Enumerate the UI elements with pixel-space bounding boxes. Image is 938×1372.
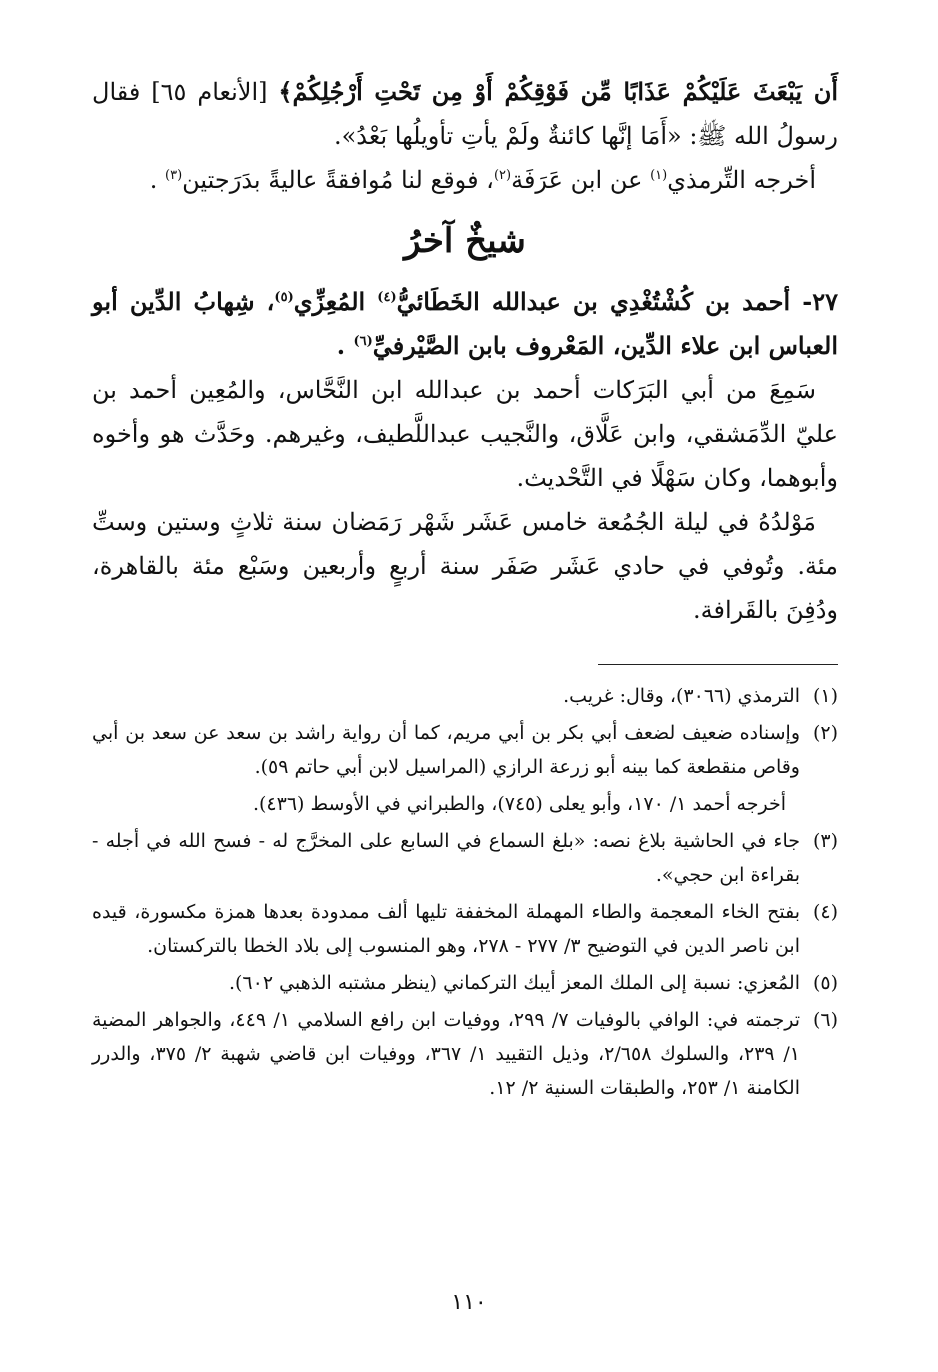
footnote-ref-6[interactable]: (٦) bbox=[353, 334, 373, 349]
footnote-ref-2[interactable]: (٢) bbox=[493, 168, 512, 183]
footnote-number: (٥) bbox=[812, 972, 838, 994]
footnote-ref-1[interactable]: (١) bbox=[650, 168, 668, 183]
footnote-1 bbox=[92, 679, 838, 713]
footnote-text: المُعزي: نسبة إلى الملك المعز أيبك التركماني (ينظر مشتبه الذهبي ٦٠٢). bbox=[228, 972, 800, 994]
footnote-text: وإسناده ضعيف لضعف أبي بكر بن أبي مريم، كما أن رواية راشد بن سعد عن سعد بن أبي وقاص منقطعة كما بينه أبو زرعة الرازي (المراسيل لابن أبي حاتم ٥٩). bbox=[92, 722, 800, 778]
verse-paragraph bbox=[92, 70, 838, 158]
footnote-text: ترجمته في: الوافي بالوفيات ٧/ ٢٩٩، ووفيات ابن رافع السلامي ١/ ٤٤٩، والجواهر المضية ١/ ٢٣٩، والسلوك ٢/٦٥٨، وذيل التقييد ١/ ٣٦٧، ووفيات ابن قاضي شهبة ٢/ ٣٧٥، والدرر الكامنة ١/ ٢٥٣، والطبقات السنية ٢/ ١٢. bbox=[92, 1009, 800, 1099]
footnote-text: الترمذي (٣٠٦٦)، وقال: غريب. bbox=[563, 685, 800, 707]
entry-name-1: ٢٧- أحمد بن كُشْتُغْدِي بن عبدالله الخَطَائيُّ bbox=[396, 287, 838, 316]
bio-paragraph-2: مَوْلدُهُ في ليلة الجُمُعة خامس عَشَر شَهْر رَمَضان سنة ثلاثٍ وستين وستِّ مئة. وتُوفي في حادي عَشَر صَفَر سنة أربعٍ وأربعين وسَبْع مئة بالقاهرة، ودُفِنَ بالقَرافة. bbox=[92, 508, 838, 624]
takhrij-text-1: أخرجه التِّرمذي bbox=[667, 166, 816, 194]
footnote-2-continuation: أخرجه أحمد ١/ ١٧٠، وأبو يعلى (٧٤٥)، والطبراني في الأوسط (٤٣٦). bbox=[252, 793, 786, 815]
entry-name-2: المُعِزِّي bbox=[293, 287, 378, 316]
footnote-5 bbox=[92, 966, 838, 1000]
footnote-4 bbox=[92, 895, 838, 963]
footnote-number: (٢) bbox=[812, 722, 838, 744]
entry-name-4: . bbox=[336, 331, 354, 360]
takhrij-paragraph bbox=[92, 158, 838, 202]
footnote-ref-5[interactable]: (٥) bbox=[274, 290, 294, 305]
footnote-2 bbox=[92, 716, 838, 784]
entry-name-3: ، شِهابُ الدِّين أبو العباس ابن علاء الدِّين، المَعْروف بابن الصَّيْرفيِّ bbox=[92, 287, 838, 360]
footnote-number: (٣) bbox=[812, 830, 838, 852]
quran-verse: أَن يَبْعَثَ عَلَيْكُمْ عَذَابًا مِّن فَوْقِكُمْ أَوْ مِن تَحْتِ أَرْجُلِكُمْ﴾ bbox=[278, 77, 839, 106]
footnote-divider bbox=[598, 664, 838, 665]
footnote-ref-3[interactable]: (٣) bbox=[165, 168, 183, 183]
footnote-number: (٦) bbox=[812, 1009, 838, 1031]
page-number: ١١٠ bbox=[451, 1290, 487, 1315]
entry-title bbox=[92, 280, 838, 368]
page bbox=[92, 70, 838, 1108]
footnote-text: بفتح الخاء المعجمة والطاء المهملة المخففة تليها ألف ممدودة بعدها همزة مكسورة، قيده ابن ناصر الدين في التوضيح ٣/ ٢٧٧ - ٢٧٨، وهو المنسوب إلى بلاد الخطا بالتركستان. bbox=[92, 901, 800, 957]
footnote-3 bbox=[92, 824, 838, 892]
takhrij-text-2: عن ابن عَرَفَة bbox=[511, 166, 651, 194]
footnote-6 bbox=[92, 1003, 838, 1105]
section-heading: شيخٌ آخرُ bbox=[404, 221, 526, 261]
verse-commentary: [الأنعام ٦٥] فقال رسولُ الله ﷺ: «أَمَا إنَّها كائنةٌ ولَمْ يأتِ تأويلُها بَعْدُ». bbox=[92, 78, 838, 150]
footnotes bbox=[92, 679, 838, 1105]
bio-paragraph-1: سَمِعَ من أبي البَرَكات أحمد بن عبدالله ابن النَّحَّاس، والمُعِين أحمد بن عليّ الدِّمَشقي، وابن عَلَّاق، والنَّجيب عبداللَّطيف، وغيرهم. وحَدَّث هو وأخوه وأبوهما، وكان سَهْلًا في التَّحْديث. bbox=[92, 376, 839, 492]
footnote-ref-4[interactable]: (٤) bbox=[377, 290, 397, 305]
footnote-number: (٤) bbox=[812, 901, 838, 923]
footnote-number: (١) bbox=[812, 685, 838, 707]
footnote-text: جاء في الحاشية بلاغ نصه: «بلغ السماع في السابع على المخرَّج له - فسح الله في أجله - بقراءة ابن حجي». bbox=[92, 830, 800, 886]
main-text bbox=[92, 70, 838, 632]
takhrij-text-3: ، فوقع لنا مُوافقةً عاليةً بدَرَجتين bbox=[182, 166, 494, 194]
takhrij-text-4: . bbox=[149, 166, 165, 194]
